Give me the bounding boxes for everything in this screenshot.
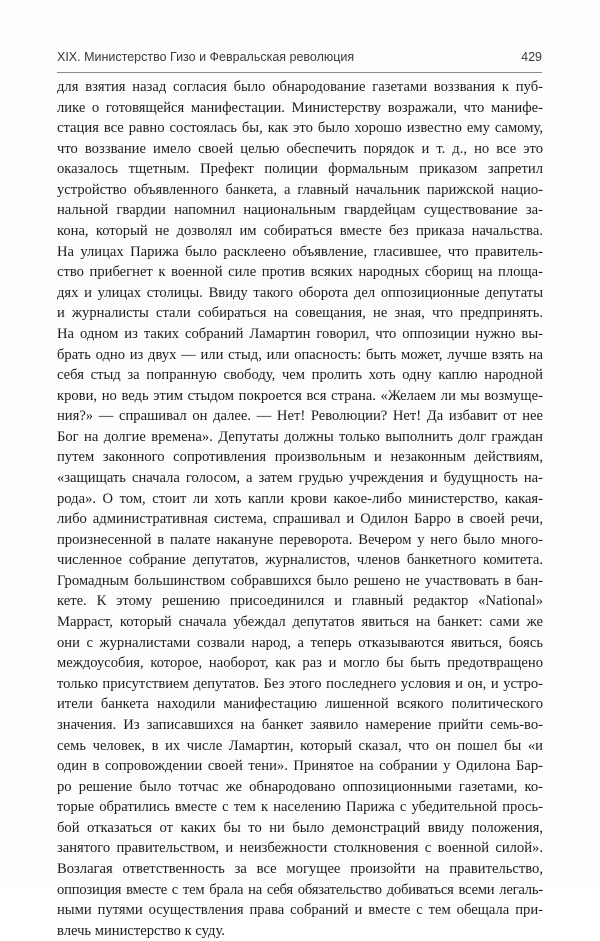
text-line: рода». О том, стоит ли хоть капли крови какое-либо министерство, какая-: [57, 490, 543, 507]
text-line: лике о готовящейся манифестации. Министерству возражали, что манифе-: [57, 99, 543, 116]
text-line: что воззвание имело своей целью обеспечить порядок и т. д., но все это: [57, 140, 543, 157]
text-line: нальной гвардии напомнил национальным гвардейцам существование за-: [57, 202, 543, 219]
text-line: Возлагая ответственность за все могущее произойти на правительство,: [57, 860, 543, 877]
text-line: устройство объявленного банкета, а главный начальник парижской нацио-: [57, 181, 543, 198]
text-line: либо административная система, спрашивал и Одилон Барро в своей речи,: [57, 511, 543, 528]
text-line: путем законного сопротивления произвольным и незаконным действиям,: [57, 449, 543, 466]
text-line: себя стыд за попранную свободу, чем пролить хоть одну каплю народной: [57, 367, 543, 384]
text-line: стация все равно состоялась бы, как это было хорошо известно ему самому,: [57, 120, 543, 137]
text-line: ство прибегнет к военной силе против всяких народных сборищ на площа-: [57, 264, 543, 281]
text-line: занятого правительством, и неизбежности столкновения с военной силой».: [57, 840, 543, 857]
text-line: междоусобия, которое, наоборот, как раз и могло бы быть предотвращено: [57, 655, 543, 672]
text-line: Марраст, который сначала убеждал депутатов явиться на банкет: сами же: [57, 614, 543, 631]
text-line: оказалось тщетным. Префект полиции формальным приказом запретил: [57, 161, 543, 178]
text-line: торые обратились вместе с тем к населению Парижа с убедительной прось-: [57, 799, 543, 816]
text-line: кете. К этому решению присоединился и главный редактор «National»: [57, 593, 543, 610]
text-line: только присутствием депутатов. Без этого последнего условия и он, и устро-: [57, 675, 543, 692]
text-line: семь человек, в их числе Ламартин, который сказал, что он пошел бы «и: [57, 737, 543, 754]
text-line: крови, но ведь этим стыдом покроется вся страна. «Желаем ли мы возмуще-: [57, 387, 543, 404]
text-line: произнесенной в палате накануне переворота. Вечером у него было много-: [57, 531, 543, 548]
text-line: влечь министерство к суду.: [57, 922, 225, 939]
body-text: [57, 77, 543, 941]
text-line: «защищать сначала голосом, а затем грудью учреждения и будущность на-: [57, 469, 543, 486]
text-line: они с журналистами созвали народ, а теперь отказываются явиться, боясь: [57, 634, 543, 651]
text-line: Громадным большинством собравшихся было решено не участвовать в бан-: [57, 572, 543, 589]
text-line: ители банкета находили манифестацию лишенной всякого политического: [57, 696, 543, 713]
text-line: ния?» — спрашивал он далее. — Нет! Революции? Нет! Да избавит от нее: [57, 408, 543, 425]
text-line: ными путями осуществления права собраний и вместе с тем обещала при-: [57, 902, 543, 919]
text-line: численное собрание депутатов, журналистов, членов банкетного комитета.: [57, 552, 543, 569]
text-line: Бог на долгие времена». Депутаты должны только выполнить долг граждан: [57, 428, 543, 445]
text-line: значения. Из записавшихся на банкет заявило намерение прийти семь-во-: [57, 716, 543, 733]
text-line: и журналисты стали собираться на совещания, не зная, что предпринять.: [57, 305, 543, 322]
text-line: бой отказаться от каких бы то ни было демонстраций ввиду положения,: [57, 819, 543, 836]
text-line: кона, который не дозволял им собираться вместе без приказа начальства.: [57, 223, 543, 240]
header-rule: [57, 72, 542, 73]
running-header: [57, 50, 542, 70]
chapter-title: XIX. Министерство Гизо и Февральская революция: [57, 50, 355, 64]
text-line: брать одно из двух — или стыд, или опасность: быть может, лучше взять на: [57, 346, 543, 363]
text-line: ро решение было тотчас же обнародовано оппозиционными газетами, ко-: [57, 778, 543, 795]
text-line: дях и улицах столицы. Ввиду такого оборота дел оппозиционные депутаты: [57, 284, 543, 301]
text-line: На одном из таких собраний Ламартин говорил, что оппозиции нужно вы-: [57, 325, 543, 342]
page-number: 429: [521, 50, 542, 64]
text-line: На улицах Парижа было расклеено объявление, гласившее, что правитель-: [57, 243, 543, 260]
text-line: оппозиция вместе с тем брала на себя обязательство добиваться всеми легаль-: [57, 881, 543, 898]
text-line: один в сопровождении своей тени». Принятое на собрании у Одилона Бар-: [57, 758, 543, 775]
text-line: для взятия назад согласия было обнародование газетами воззвания к пуб-: [57, 79, 543, 95]
